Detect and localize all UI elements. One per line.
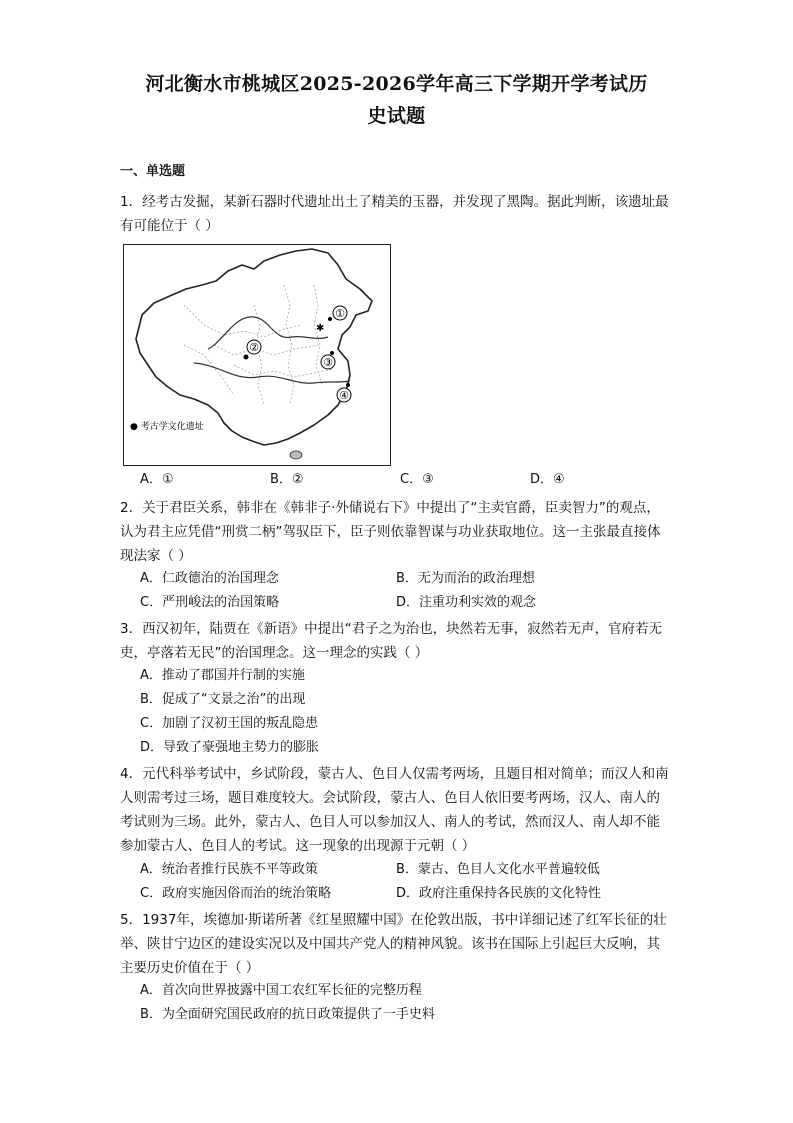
q1-option-a[interactable]: A．① xyxy=(140,472,174,487)
q2-option-c[interactable]: C．严刑峻法的治国策略 xyxy=(140,595,280,610)
q1-option-d[interactable]: D．④ xyxy=(530,472,565,487)
marker-2: ② xyxy=(249,341,259,354)
map-legend: ● 考古学文化遗址 xyxy=(130,422,204,432)
q3-option-d[interactable]: D．导致了豪强地主势力的膨胀 xyxy=(140,740,320,755)
q3-option-c[interactable]: C．加剧了汉初王国的叛乱隐患 xyxy=(140,716,319,731)
question-4-options xyxy=(140,858,660,906)
q1-option-c[interactable]: C．③ xyxy=(400,472,434,487)
china-map xyxy=(124,245,390,465)
question-5-options xyxy=(140,979,660,1027)
yellow-river xyxy=(208,317,328,349)
china-map-figure xyxy=(123,244,391,466)
q5-option-a[interactable]: A．首次向世界披露中国工农红军长征的完整历程 xyxy=(140,983,422,998)
marker-4: ④ xyxy=(339,389,349,402)
q2-option-d[interactable]: D．注重功利实效的观念 xyxy=(396,595,537,610)
q4-option-c[interactable]: C．政府实施因俗而治的统治策略 xyxy=(140,886,332,901)
question-2-options xyxy=(140,567,660,615)
question-1-options xyxy=(140,468,660,492)
q4-option-d[interactable]: D．政府注重保持各民族的文化特性 xyxy=(396,886,602,901)
q4-option-a[interactable]: A．统治者推行民族不平等政策 xyxy=(140,862,318,877)
question-3-options xyxy=(140,664,660,760)
q5-option-b[interactable]: B．为全面研究国民政府的抗日政策提供了一手史料 xyxy=(140,1007,435,1022)
q3-option-b[interactable]: B．促成了“文景之治”的出现 xyxy=(140,692,306,707)
marker-1: ① xyxy=(335,307,345,320)
question-4-stem: 4．元代科举考试中，乡试阶段，蒙古人、色目人仅需考两场，且题目相对简单；而汉人和南人则需考过三场，题目难度较大。会试阶段，蒙古人、色目人依旧要考两场，汉人、南人的考试则为三场。此外，蒙古人、色目人可以参加汉人、南人的考试，然而汉人、南人却不能参加蒙古人、色目人的考试。这一现象的出现源于元朝（ ） xyxy=(120,766,669,854)
title-line-2: 史试题 xyxy=(367,105,426,127)
q3-option-a[interactable]: A．推动了郡国并行制的实施 xyxy=(140,668,305,683)
question-5-stem: 5．1937年，埃德加·斯诺所著《红星照耀中国》在伦敦出版，书中详细记述了红军长征的壮举、陕甘宁边区的建设实况以及中国共产党人的精神风貌。该书在国际上引起巨大反响，其主要历史价值在于（ ） xyxy=(120,912,667,976)
hainan-island xyxy=(290,451,302,459)
title-line-1: 河北衡水市桃城区2025-2026学年高三下学期开学考试历 xyxy=(145,73,648,95)
section-heading: 一、单选题 xyxy=(120,164,186,179)
q1-option-b[interactable]: B．② xyxy=(270,472,304,487)
q2-option-b[interactable]: B．无为而治的政治理想 xyxy=(396,571,535,586)
marker-3: ③ xyxy=(323,356,333,369)
page-title xyxy=(100,68,693,132)
question-1-stem: 1．经考古发掘，某新石器时代遗址出土了精美的玉器，并发现了黑陶。据此判断，该遗址最有可能位于（ ） xyxy=(120,194,669,234)
q2-option-a[interactable]: A．仁政德治的治国理念 xyxy=(140,571,279,586)
capital-star-icon: ✱ xyxy=(316,323,325,334)
question-2-stem: 2．关于君臣关系，韩非在《韩非子·外储说右下》中提出了“主卖官爵，臣卖智力”的观点，认为君主应凭借“刑赏二柄”驾驭臣下，臣子则依靠智谋与功业获取地位。这一主张最直接体现法家（ ） xyxy=(120,500,661,564)
q4-option-b[interactable]: B．蒙古、色目人文化水平普遍较低 xyxy=(396,862,600,877)
question-3-stem: 3．西汉初年，陆贾在《新语》中提出“君子之为治也，块然若无事，寂然若无声，官府若无吏，亭落若无民”的治国理念。这一理念的实践（ ） xyxy=(120,621,663,661)
